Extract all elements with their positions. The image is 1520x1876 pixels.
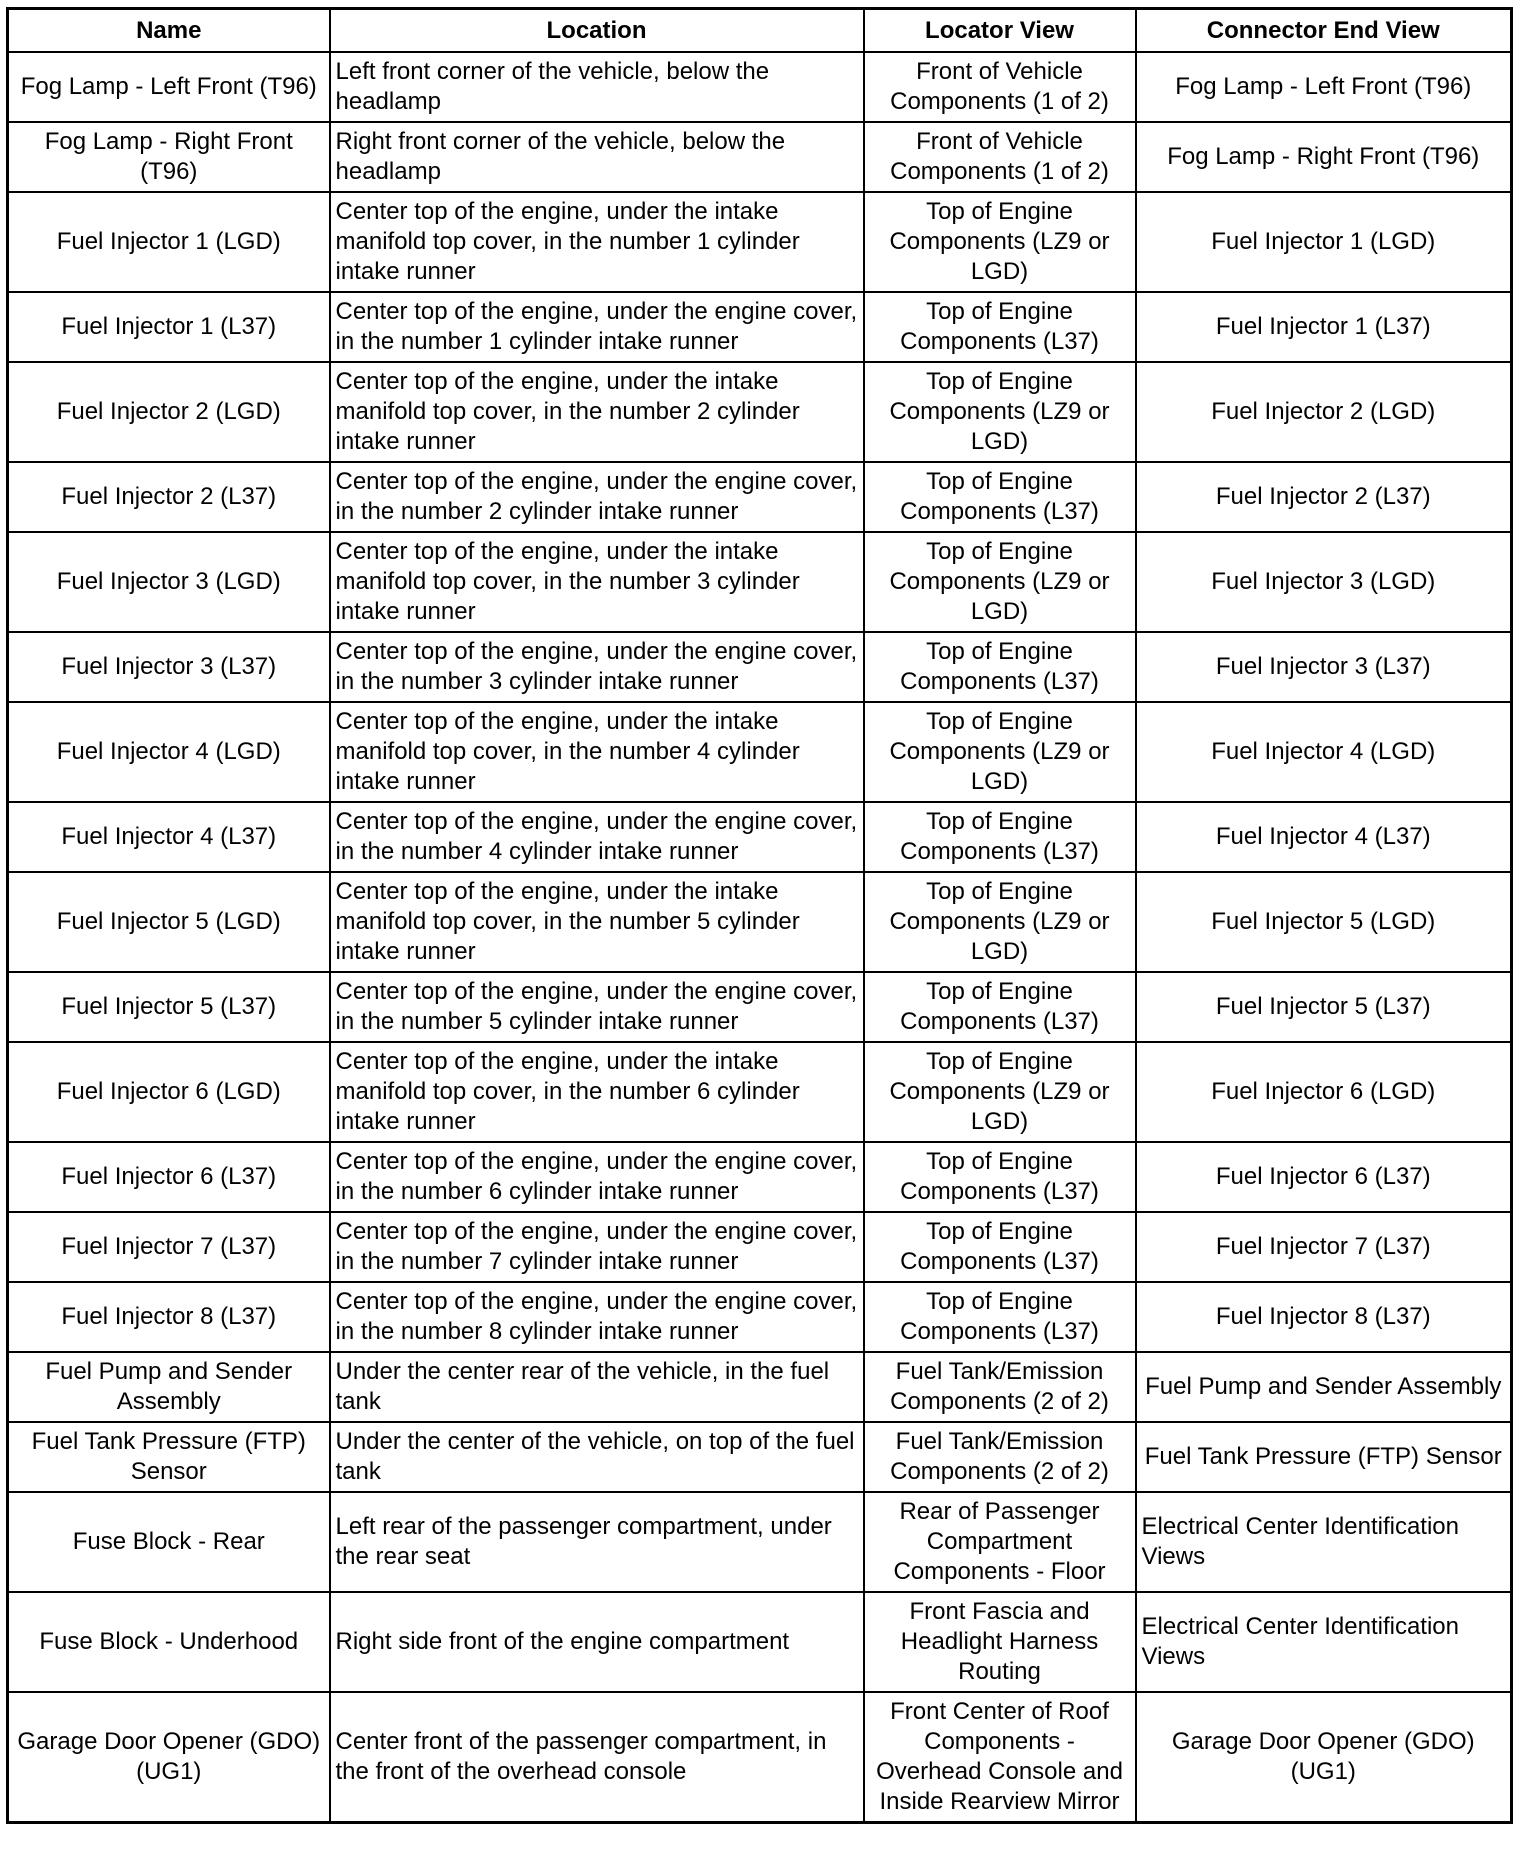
cell-location: Center top of the engine, under the engine cover, in the number 5 cylinder intake runner bbox=[330, 972, 864, 1042]
cell-locator-view: Top of Engine Components (LZ9 or LGD) bbox=[864, 702, 1136, 802]
cell-name: Fuse Block - Rear bbox=[8, 1492, 330, 1592]
table-row bbox=[8, 532, 1512, 632]
cell-name: Fuel Pump and Sender Assembly bbox=[8, 1352, 330, 1422]
cell-connector-end-view: Fuel Injector 2 (L37) bbox=[1136, 462, 1512, 532]
cell-connector-end-view: Fuel Injector 4 (LGD) bbox=[1136, 702, 1512, 802]
cell-locator-view: Front of Vehicle Components (1 of 2) bbox=[864, 52, 1136, 122]
cell-location: Center top of the engine, under the intake manifold top cover, in the number 1 cylinder intake runner bbox=[330, 192, 864, 292]
cell-name: Fuel Injector 7 (L37) bbox=[8, 1212, 330, 1282]
cell-connector-end-view: Fuel Injector 3 (L37) bbox=[1136, 632, 1512, 702]
cell-locator-view: Top of Engine Components (L37) bbox=[864, 462, 1136, 532]
cell-name: Fuel Injector 5 (LGD) bbox=[8, 872, 330, 972]
cell-locator-view: Top of Engine Components (L37) bbox=[864, 1282, 1136, 1352]
cell-locator-view: Fuel Tank/Emission Components (2 of 2) bbox=[864, 1422, 1136, 1492]
cell-connector-end-view: Fuel Injector 1 (LGD) bbox=[1136, 192, 1512, 292]
cell-name: Fog Lamp - Left Front (T96) bbox=[8, 52, 330, 122]
cell-locator-view: Top of Engine Components (LZ9 or LGD) bbox=[864, 362, 1136, 462]
cell-location: Right side front of the engine compartment bbox=[330, 1592, 864, 1692]
table-row bbox=[8, 632, 1512, 702]
cell-connector-end-view: Fuel Injector 6 (LGD) bbox=[1136, 1042, 1512, 1142]
cell-location: Center top of the engine, under the engine cover, in the number 2 cylinder intake runner bbox=[330, 462, 864, 532]
header-row bbox=[8, 9, 1512, 53]
cell-name: Fuel Tank Pressure (FTP) Sensor bbox=[8, 1422, 330, 1492]
cell-location: Center top of the engine, under the engine cover, in the number 3 cylinder intake runner bbox=[330, 632, 864, 702]
cell-name: Fuel Injector 2 (L37) bbox=[8, 462, 330, 532]
cell-connector-end-view: Electrical Center Identification Views bbox=[1136, 1492, 1512, 1592]
cell-locator-view: Top of Engine Components (L37) bbox=[864, 1212, 1136, 1282]
header-location: Location bbox=[330, 9, 864, 53]
cell-location: Left front corner of the vehicle, below the headlamp bbox=[330, 52, 864, 122]
table-row bbox=[8, 462, 1512, 532]
cell-location: Center top of the engine, under the engine cover, in the number 4 cylinder intake runner bbox=[330, 802, 864, 872]
cell-connector-end-view: Electrical Center Identification Views bbox=[1136, 1592, 1512, 1692]
table-row bbox=[8, 122, 1512, 192]
cell-name: Garage Door Opener (GDO) (UG1) bbox=[8, 1692, 330, 1823]
cell-locator-view: Top of Engine Components (LZ9 or LGD) bbox=[864, 532, 1136, 632]
cell-location: Center top of the engine, under the intake manifold top cover, in the number 5 cylinder intake runner bbox=[330, 872, 864, 972]
table-row bbox=[8, 1492, 1512, 1592]
cell-connector-end-view: Fuel Injector 8 (L37) bbox=[1136, 1282, 1512, 1352]
cell-locator-view: Top of Engine Components (L37) bbox=[864, 802, 1136, 872]
table-row bbox=[8, 292, 1512, 362]
cell-connector-end-view: Fuel Injector 3 (LGD) bbox=[1136, 532, 1512, 632]
table-row bbox=[8, 1352, 1512, 1422]
cell-locator-view: Fuel Tank/Emission Components (2 of 2) bbox=[864, 1352, 1136, 1422]
cell-location: Center top of the engine, under the intake manifold top cover, in the number 6 cylinder intake runner bbox=[330, 1042, 864, 1142]
header-locator-view: Locator View bbox=[864, 9, 1136, 53]
table-row bbox=[8, 1282, 1512, 1352]
cell-name: Fuel Injector 5 (L37) bbox=[8, 972, 330, 1042]
cell-location: Center top of the engine, under the intake manifold top cover, in the number 3 cylinder intake runner bbox=[330, 532, 864, 632]
table-row bbox=[8, 1592, 1512, 1692]
cell-connector-end-view: Fuel Pump and Sender Assembly bbox=[1136, 1352, 1512, 1422]
cell-locator-view: Top of Engine Components (LZ9 or LGD) bbox=[864, 192, 1136, 292]
cell-locator-view: Top of Engine Components (L37) bbox=[864, 632, 1136, 702]
component-locator-table-wrapper bbox=[6, 7, 1510, 1824]
table-row bbox=[8, 702, 1512, 802]
table-row bbox=[8, 972, 1512, 1042]
cell-name: Fuel Injector 3 (LGD) bbox=[8, 532, 330, 632]
cell-connector-end-view: Fuel Injector 5 (LGD) bbox=[1136, 872, 1512, 972]
cell-name: Fuel Injector 4 (LGD) bbox=[8, 702, 330, 802]
table-row bbox=[8, 1692, 1512, 1823]
cell-locator-view: Front Center of Roof Components - Overhead Console and Inside Rearview Mirror bbox=[864, 1692, 1136, 1823]
cell-connector-end-view: Fuel Injector 1 (L37) bbox=[1136, 292, 1512, 362]
cell-name: Fuel Injector 4 (L37) bbox=[8, 802, 330, 872]
cell-name: Fog Lamp - Right Front (T96) bbox=[8, 122, 330, 192]
cell-locator-view: Top of Engine Components (L37) bbox=[864, 292, 1136, 362]
cell-locator-view: Top of Engine Components (LZ9 or LGD) bbox=[864, 1042, 1136, 1142]
cell-name: Fuel Injector 6 (LGD) bbox=[8, 1042, 330, 1142]
header-name: Name bbox=[8, 9, 330, 53]
cell-name: Fuse Block - Underhood bbox=[8, 1592, 330, 1692]
cell-location: Center top of the engine, under the intake manifold top cover, in the number 2 cylinder intake runner bbox=[330, 362, 864, 462]
cell-location: Under the center rear of the vehicle, in the fuel tank bbox=[330, 1352, 864, 1422]
cell-connector-end-view: Fuel Injector 5 (L37) bbox=[1136, 972, 1512, 1042]
cell-name: Fuel Injector 1 (LGD) bbox=[8, 192, 330, 292]
cell-connector-end-view: Fog Lamp - Right Front (T96) bbox=[1136, 122, 1512, 192]
cell-locator-view: Top of Engine Components (L37) bbox=[864, 1142, 1136, 1212]
cell-location: Center top of the engine, under the engine cover, in the number 6 cylinder intake runner bbox=[330, 1142, 864, 1212]
cell-locator-view: Top of Engine Components (LZ9 or LGD) bbox=[864, 872, 1136, 972]
table-row bbox=[8, 802, 1512, 872]
cell-location: Center top of the engine, under the intake manifold top cover, in the number 4 cylinder intake runner bbox=[330, 702, 864, 802]
cell-locator-view: Front Fascia and Headlight Harness Routing bbox=[864, 1592, 1136, 1692]
header-connector-end-view: Connector End View bbox=[1136, 9, 1512, 53]
cell-location: Left rear of the passenger compartment, under the rear seat bbox=[330, 1492, 864, 1592]
cell-connector-end-view: Fuel Injector 4 (L37) bbox=[1136, 802, 1512, 872]
cell-name: Fuel Injector 8 (L37) bbox=[8, 1282, 330, 1352]
component-locator-table bbox=[6, 7, 1513, 1824]
table-row bbox=[8, 1142, 1512, 1212]
table-row bbox=[8, 1212, 1512, 1282]
cell-connector-end-view: Garage Door Opener (GDO) (UG1) bbox=[1136, 1692, 1512, 1823]
table-row bbox=[8, 362, 1512, 462]
cell-location: Center top of the engine, under the engine cover, in the number 8 cylinder intake runner bbox=[330, 1282, 864, 1352]
cell-name: Fuel Injector 1 (L37) bbox=[8, 292, 330, 362]
cell-locator-view: Front of Vehicle Components (1 of 2) bbox=[864, 122, 1136, 192]
table-body bbox=[8, 52, 1512, 1823]
cell-name: Fuel Injector 3 (L37) bbox=[8, 632, 330, 702]
cell-location: Center top of the engine, under the engine cover, in the number 1 cylinder intake runner bbox=[330, 292, 864, 362]
table-row bbox=[8, 872, 1512, 972]
table-row bbox=[8, 1042, 1512, 1142]
table-row bbox=[8, 52, 1512, 122]
cell-location: Center top of the engine, under the engine cover, in the number 7 cylinder intake runner bbox=[330, 1212, 864, 1282]
table-row bbox=[8, 192, 1512, 292]
cell-location: Under the center of the vehicle, on top of the fuel tank bbox=[330, 1422, 864, 1492]
cell-locator-view: Rear of Passenger Compartment Components - Floor bbox=[864, 1492, 1136, 1592]
cell-location: Right front corner of the vehicle, below the headlamp bbox=[330, 122, 864, 192]
cell-connector-end-view: Fog Lamp - Left Front (T96) bbox=[1136, 52, 1512, 122]
cell-location: Center front of the passenger compartment, in the front of the overhead console bbox=[330, 1692, 864, 1823]
cell-name: Fuel Injector 2 (LGD) bbox=[8, 362, 330, 462]
cell-connector-end-view: Fuel Tank Pressure (FTP) Sensor bbox=[1136, 1422, 1512, 1492]
cell-connector-end-view: Fuel Injector 7 (L37) bbox=[1136, 1212, 1512, 1282]
cell-locator-view: Top of Engine Components (L37) bbox=[864, 972, 1136, 1042]
table-row bbox=[8, 1422, 1512, 1492]
cell-name: Fuel Injector 6 (L37) bbox=[8, 1142, 330, 1212]
cell-connector-end-view: Fuel Injector 2 (LGD) bbox=[1136, 362, 1512, 462]
cell-connector-end-view: Fuel Injector 6 (L37) bbox=[1136, 1142, 1512, 1212]
